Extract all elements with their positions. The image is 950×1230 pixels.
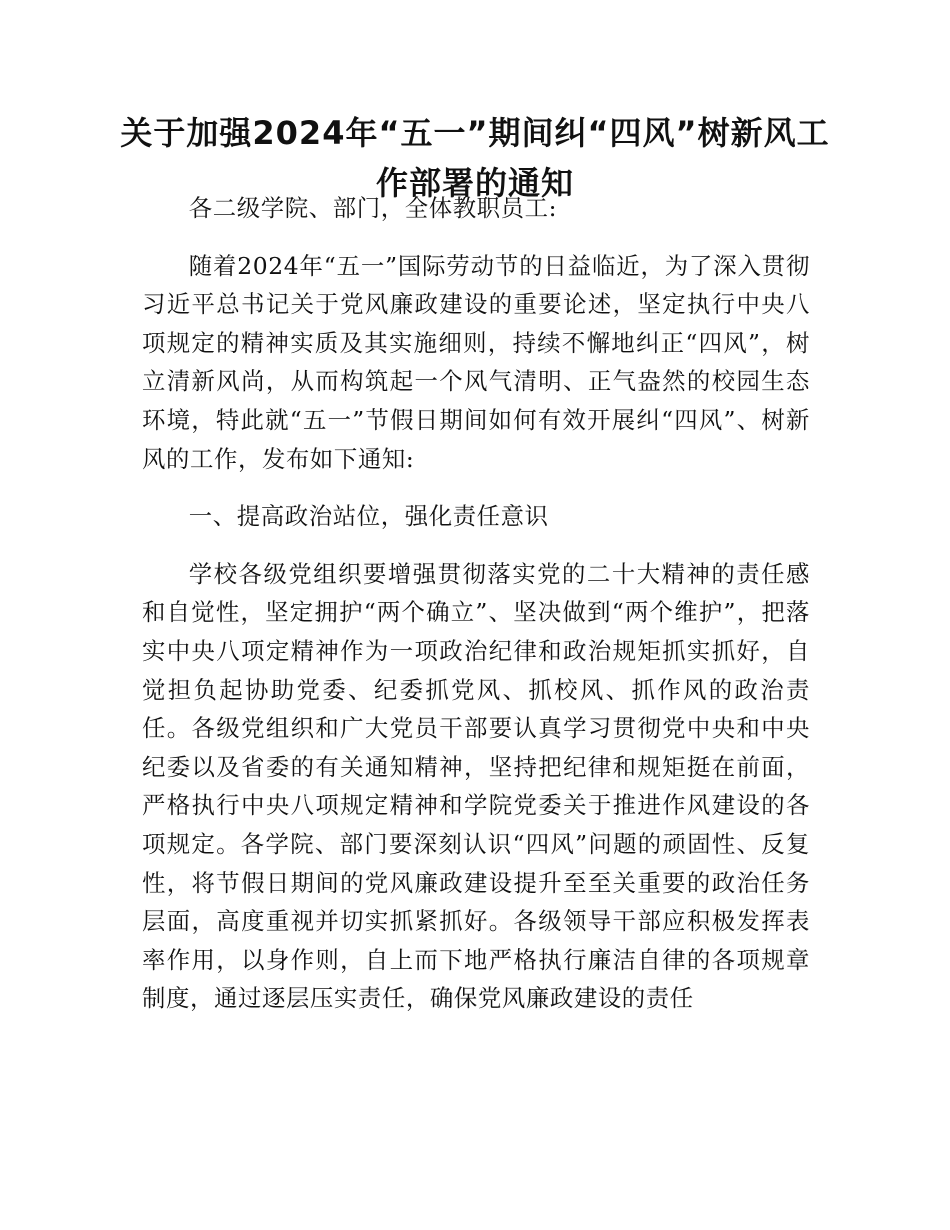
document-body	[142, 189, 810, 1018]
paragraph-body: 学校各级党组织要增强贯彻落实党的二十大精神的责任感和自觉性，坚定拥护“两个确立”、坚决做到“两个维护”，把落实中央八项定精神作为一项政治纪律和政治规矩抓实抓好，自觉担负起协助党委、纪委抓党风、抓校风、抓作风的政治责任。各级党组织和广大党员干部要认真学习贯彻党中央和中央纪委以及省委的有关通知精神，坚持把纪律和规矩挺在前面，严格执行中央八项规定精神和学院党委关于推进作风建设的各项规定。各学院、部门要深刻认识“四风”问题的顽固性、反复性，将节假日期间的党风廉政建设提升至至关重要的政治任务层面，高度重视并切实抓紧抓好。各级领导干部应积极发挥表率作用，以身作则，自上而下地严格执行廉洁自律的各项规章制度，通过逐层压实责任，确保党风廉政建设的责任	[142, 559, 810, 1013]
salutation: 各二级学院、部门，全体教职员工:	[188, 194, 558, 222]
document-title: 关于加强2024年“五一”期间纠“四风”树新风工作部署的通知	[120, 114, 830, 202]
paragraph-intro: 随着2024年“五一”国际劳动节的日益临近，为了深入贯彻习近平总书记关于党风廉政建设的重要论述，坚定执行中央八项规定的精神实质及其实施细则，持续不懈地纠正“四风”，树立清新风尚，从而构筑起一个风气清明、正气盎然的校园生态环境，特此就“五一”节假日期间如何有效开展纠“四风”、树新风的工作，发布如下通知:	[142, 251, 810, 473]
section-heading: 一、提高政治站位，强化责任意识	[188, 502, 549, 531]
